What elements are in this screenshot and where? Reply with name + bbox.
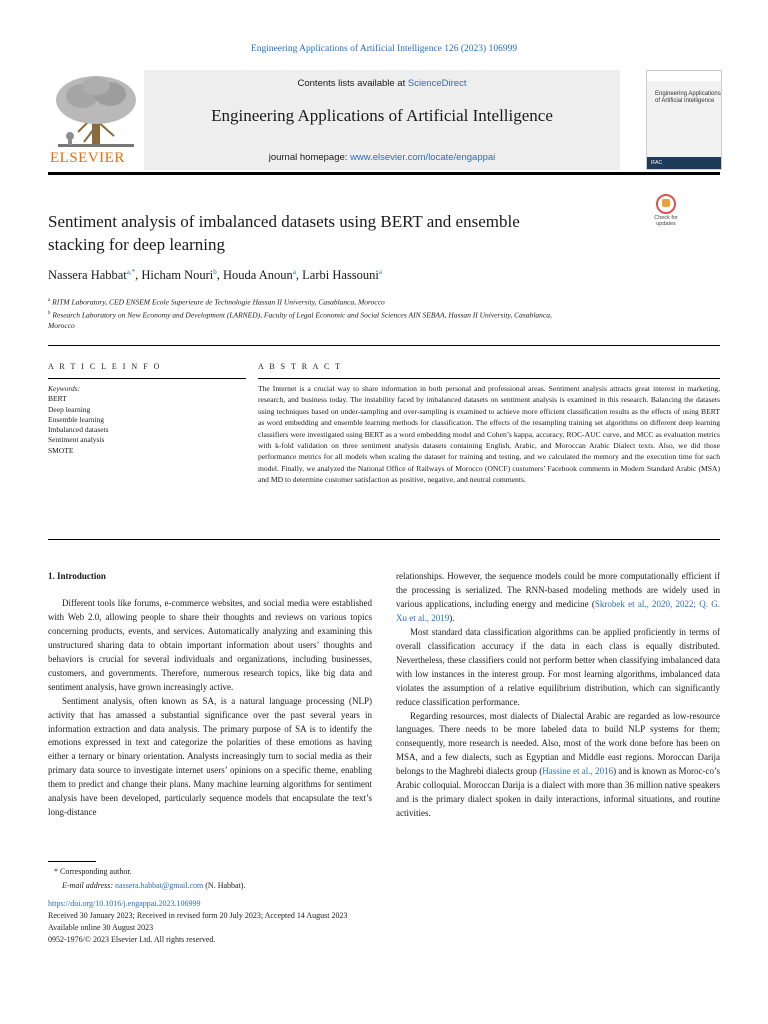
body-paragraph: relationships. However, the sequence models could be more computationally efficient if the processing is serialized. The RNN-based modeling methods are widely used in various applications, including energy and medicine (Skrobek et al., 2020, 2022; Q. G. Xu et al., 2019). bbox=[396, 571, 720, 623]
email-note: E-mail address: nassera.habbat@gmail.com (N. Habbat). bbox=[62, 880, 246, 890]
section-heading-introduction: 1. Introduction bbox=[48, 571, 106, 581]
check-updates-text: Check for updates bbox=[654, 215, 678, 227]
keyword-item: BERT bbox=[48, 394, 67, 404]
check-updates-icon bbox=[656, 194, 676, 214]
masthead-rule bbox=[48, 172, 720, 175]
author-affil-mark[interactable]: a,* bbox=[126, 268, 136, 276]
publication-info bbox=[48, 898, 720, 946]
available-online-date: Available online 30 August 2023 bbox=[48, 923, 154, 932]
affiliation-item: $^b$ Research Laboratory on New Economy and Development (LARNED), Faculty of Legal Economic and Social Sciences AIN SEBAA, Hassan II University, Casablanca, bbox=[48, 310, 552, 319]
keyword-item: Imbalanced datasets bbox=[48, 425, 109, 435]
abstract-heading: A B S T R A C T bbox=[258, 362, 343, 371]
abstract-rule bbox=[258, 378, 720, 379]
email-link[interactable]: nassera.habbat@gmail.com bbox=[115, 880, 204, 890]
section-divider bbox=[48, 345, 720, 346]
keyword-item: Ensemble learning bbox=[48, 414, 105, 424]
article-info-heading: A R T I C L E I N F O bbox=[48, 362, 162, 371]
abstract-text: The Internet is a crucial way to share information in both personal and professional areas. Sentiment analysis attracts great interest in marketing, research, and business today. The instability faced by imbalanced datasets on sentiment analysis is examined in this research. Balancing the datasets using techniques based on under-sampling and over-sampling is examined to achieve more efficient classification results as the effects of using BERT as word embedding and ensemble learning methods for classification. The effects of the resampling training set algorithms on different deep learning classifiers were investigated using BERT as a word embedding model and Cohen’s kappa, accuracy, ROC-AUC curve, and MCC as evaluation metrics with k-fold validation on three sentiment analysis datasets containing English, Arabic, and Moroccan Arabic Dialect texts. Also, we did those performance metrics for all models when scaling the dataset for training and testing, and we calculated the memory and the execution time for each model. Finally, we analyzed the National Office of Railways of Morocco (ONCF) customers’ Facebook comments in Modern Standard Arabic (MSA) and MD to determine customer satisfaction as positive, negative, and neutral comments. bbox=[258, 384, 720, 485]
body-column-right bbox=[396, 570, 720, 821]
contents-line bbox=[144, 78, 620, 89]
footnotes bbox=[48, 865, 720, 892]
paper-title-line-2: stacking for deep learning bbox=[48, 235, 226, 254]
keyword-item: Deep learning bbox=[48, 404, 91, 414]
cover-footer-strip bbox=[647, 157, 721, 169]
journal-title: Engineering Applications of Artificial Intelligence bbox=[211, 106, 553, 125]
homepage-link[interactable]: www.elsevier.com/locate/engappai bbox=[350, 152, 496, 163]
abstract-bottom-rule bbox=[48, 539, 720, 540]
corresponding-author-note: * Corresponding author. bbox=[54, 867, 132, 876]
keyword-item: SMOTE bbox=[48, 445, 74, 455]
body-paragraph: Most standard data classification algorithms can be applied proficiently in terms of overall classification accuracy if the data in each class is equally distributed. Nevertheless, these classifiers could not perform better when classifying imbalanced data with low instances in the interest group. For most learning algorithms, imbalanced data violates the assumption of a relative equilibrium distribution, which can significantly reduce classification performance. bbox=[396, 626, 720, 707]
author-name[interactable]: Hicham Nouri bbox=[141, 268, 214, 283]
author-affil-mark[interactable]: b bbox=[213, 268, 217, 276]
body-paragraph: Sentiment analysis, often known as SA, is a natural language processing (NLP) activity that has amassed a substantial significance over the past several years in information extraction and data analysis. The primary purpose of SA is to identify the emotions expressed in text and categorize the polarities of these emotions as having either a ternary or binary orientation. Analysts increasingly turn to social media as their primary data source to investigate internet users’ opinions on a specific theme, enabling them to predict and change their plans. Many machine learning algorithms for sentiment analysis have been developed, particularly sequence models that encapsulate the text’s long-distance bbox=[48, 695, 372, 818]
body-paragraph: Different tools like forums, e-commerce websites, and social media were established with Web 2.0, allowing people to share their thoughts and reviews on various topics concerning products, events, and services. Automatically analyzing and examining this unstructured sharing data to obtain important information about users’ thoughts and behaviors is crucial for several individuals and organizations, including businesses, customers, and governments. Therefore, numerous research topics, like big data and sentiment analysis, have grown increasingly active. bbox=[48, 597, 372, 692]
doi-link[interactable]: https://doi.org/10.1016/j.engappai.2023.106999 bbox=[48, 899, 201, 908]
keywords-label: Keywords: bbox=[48, 384, 81, 393]
footnote-rule bbox=[48, 861, 96, 862]
affiliation-item: $^a$ RITM Laboratory, CED ENSEM Ecole Superieure de Technologie Hassan II University, Casablanca, Morocco bbox=[48, 297, 385, 307]
cover-title: Engineering Applications of Artificial Intelligence bbox=[655, 91, 721, 104]
cover-footer-text: IFAC bbox=[651, 160, 663, 166]
received-dates: Received 30 January 2023; Received in revised form 20 July 2023; Accepted 14 August 2023 bbox=[48, 911, 348, 920]
author-affil-mark[interactable]: a bbox=[378, 268, 383, 276]
author-affil-mark[interactable]: a bbox=[292, 268, 296, 276]
body-paragraph: Regarding resources, most dialects of Dialectal Arabic are regarded as low-resource languages. There needs to be more labeled data to build NLP systems for them; consequently, more research is needed. Also, most of the work done before has been on MSA, and a few dialects, such as Egyptian and Middle east regions. Moroccan Darija belongs to the Maghrebi dialects group (Hassine et al., 2016) and is known as Moroc-co’s Arabic colloquial. Moroccan Darija is a dialect with more than 36 million native speakers and is the primary dialect spoken in daily interactions, informal situations, and routine activities. bbox=[396, 710, 721, 819]
journal-banner bbox=[144, 70, 620, 170]
article-info-rule bbox=[48, 378, 246, 379]
check-for-updates-badge[interactable] bbox=[646, 194, 686, 230]
contents-prefix: Contents lists available at bbox=[297, 78, 408, 89]
author-name[interactable]: Nassera Habbat bbox=[48, 268, 127, 283]
paper-title-line-1: Sentiment analysis of imbalanced datasets using BERT and ensemble bbox=[48, 212, 520, 231]
affiliations bbox=[48, 295, 668, 331]
cover-header-strip bbox=[647, 71, 721, 81]
elsevier-logo bbox=[48, 70, 144, 170]
citation-link[interactable]: Skrobek et al., 2020, 2022; Q. G. Xu et al., 2019 bbox=[396, 598, 720, 623]
masthead bbox=[48, 70, 720, 170]
paper-title bbox=[48, 210, 608, 256]
homepage-line bbox=[144, 152, 620, 163]
keyword-item: Sentiment analysis bbox=[48, 435, 105, 445]
author-name[interactable]: Larbi Hassouni bbox=[302, 268, 379, 283]
author-name[interactable]: Houda Anoun bbox=[223, 268, 293, 283]
journal-cover-thumbnail[interactable] bbox=[646, 70, 722, 170]
elsevier-tree-icon bbox=[48, 70, 144, 150]
homepage-prefix: journal homepage: bbox=[268, 152, 351, 163]
body-column-left bbox=[48, 570, 372, 820]
affiliation-item: Morocco bbox=[48, 321, 75, 330]
sciencedirect-link[interactable]: ScienceDirect bbox=[407, 78, 467, 89]
journal-reference-link[interactable]: Engineering Applications of Artificial Intelligence 126 (2023) 106999 bbox=[250, 44, 518, 54]
copyright-line: 0952-1976/© 2023 Elsevier Ltd. All rights reserved. bbox=[48, 935, 216, 944]
keywords-block bbox=[48, 384, 109, 456]
publisher-wordmark: ELSEVIER bbox=[50, 150, 125, 166]
author-list: Nassera Habbat$^{a,*}$, Hicham Nouri$^b$, Houda Anoun$^a$, Larbi Hassouni$^a$ bbox=[48, 268, 383, 283]
citation-link[interactable]: Hassine et al., 2016 bbox=[542, 766, 614, 777]
